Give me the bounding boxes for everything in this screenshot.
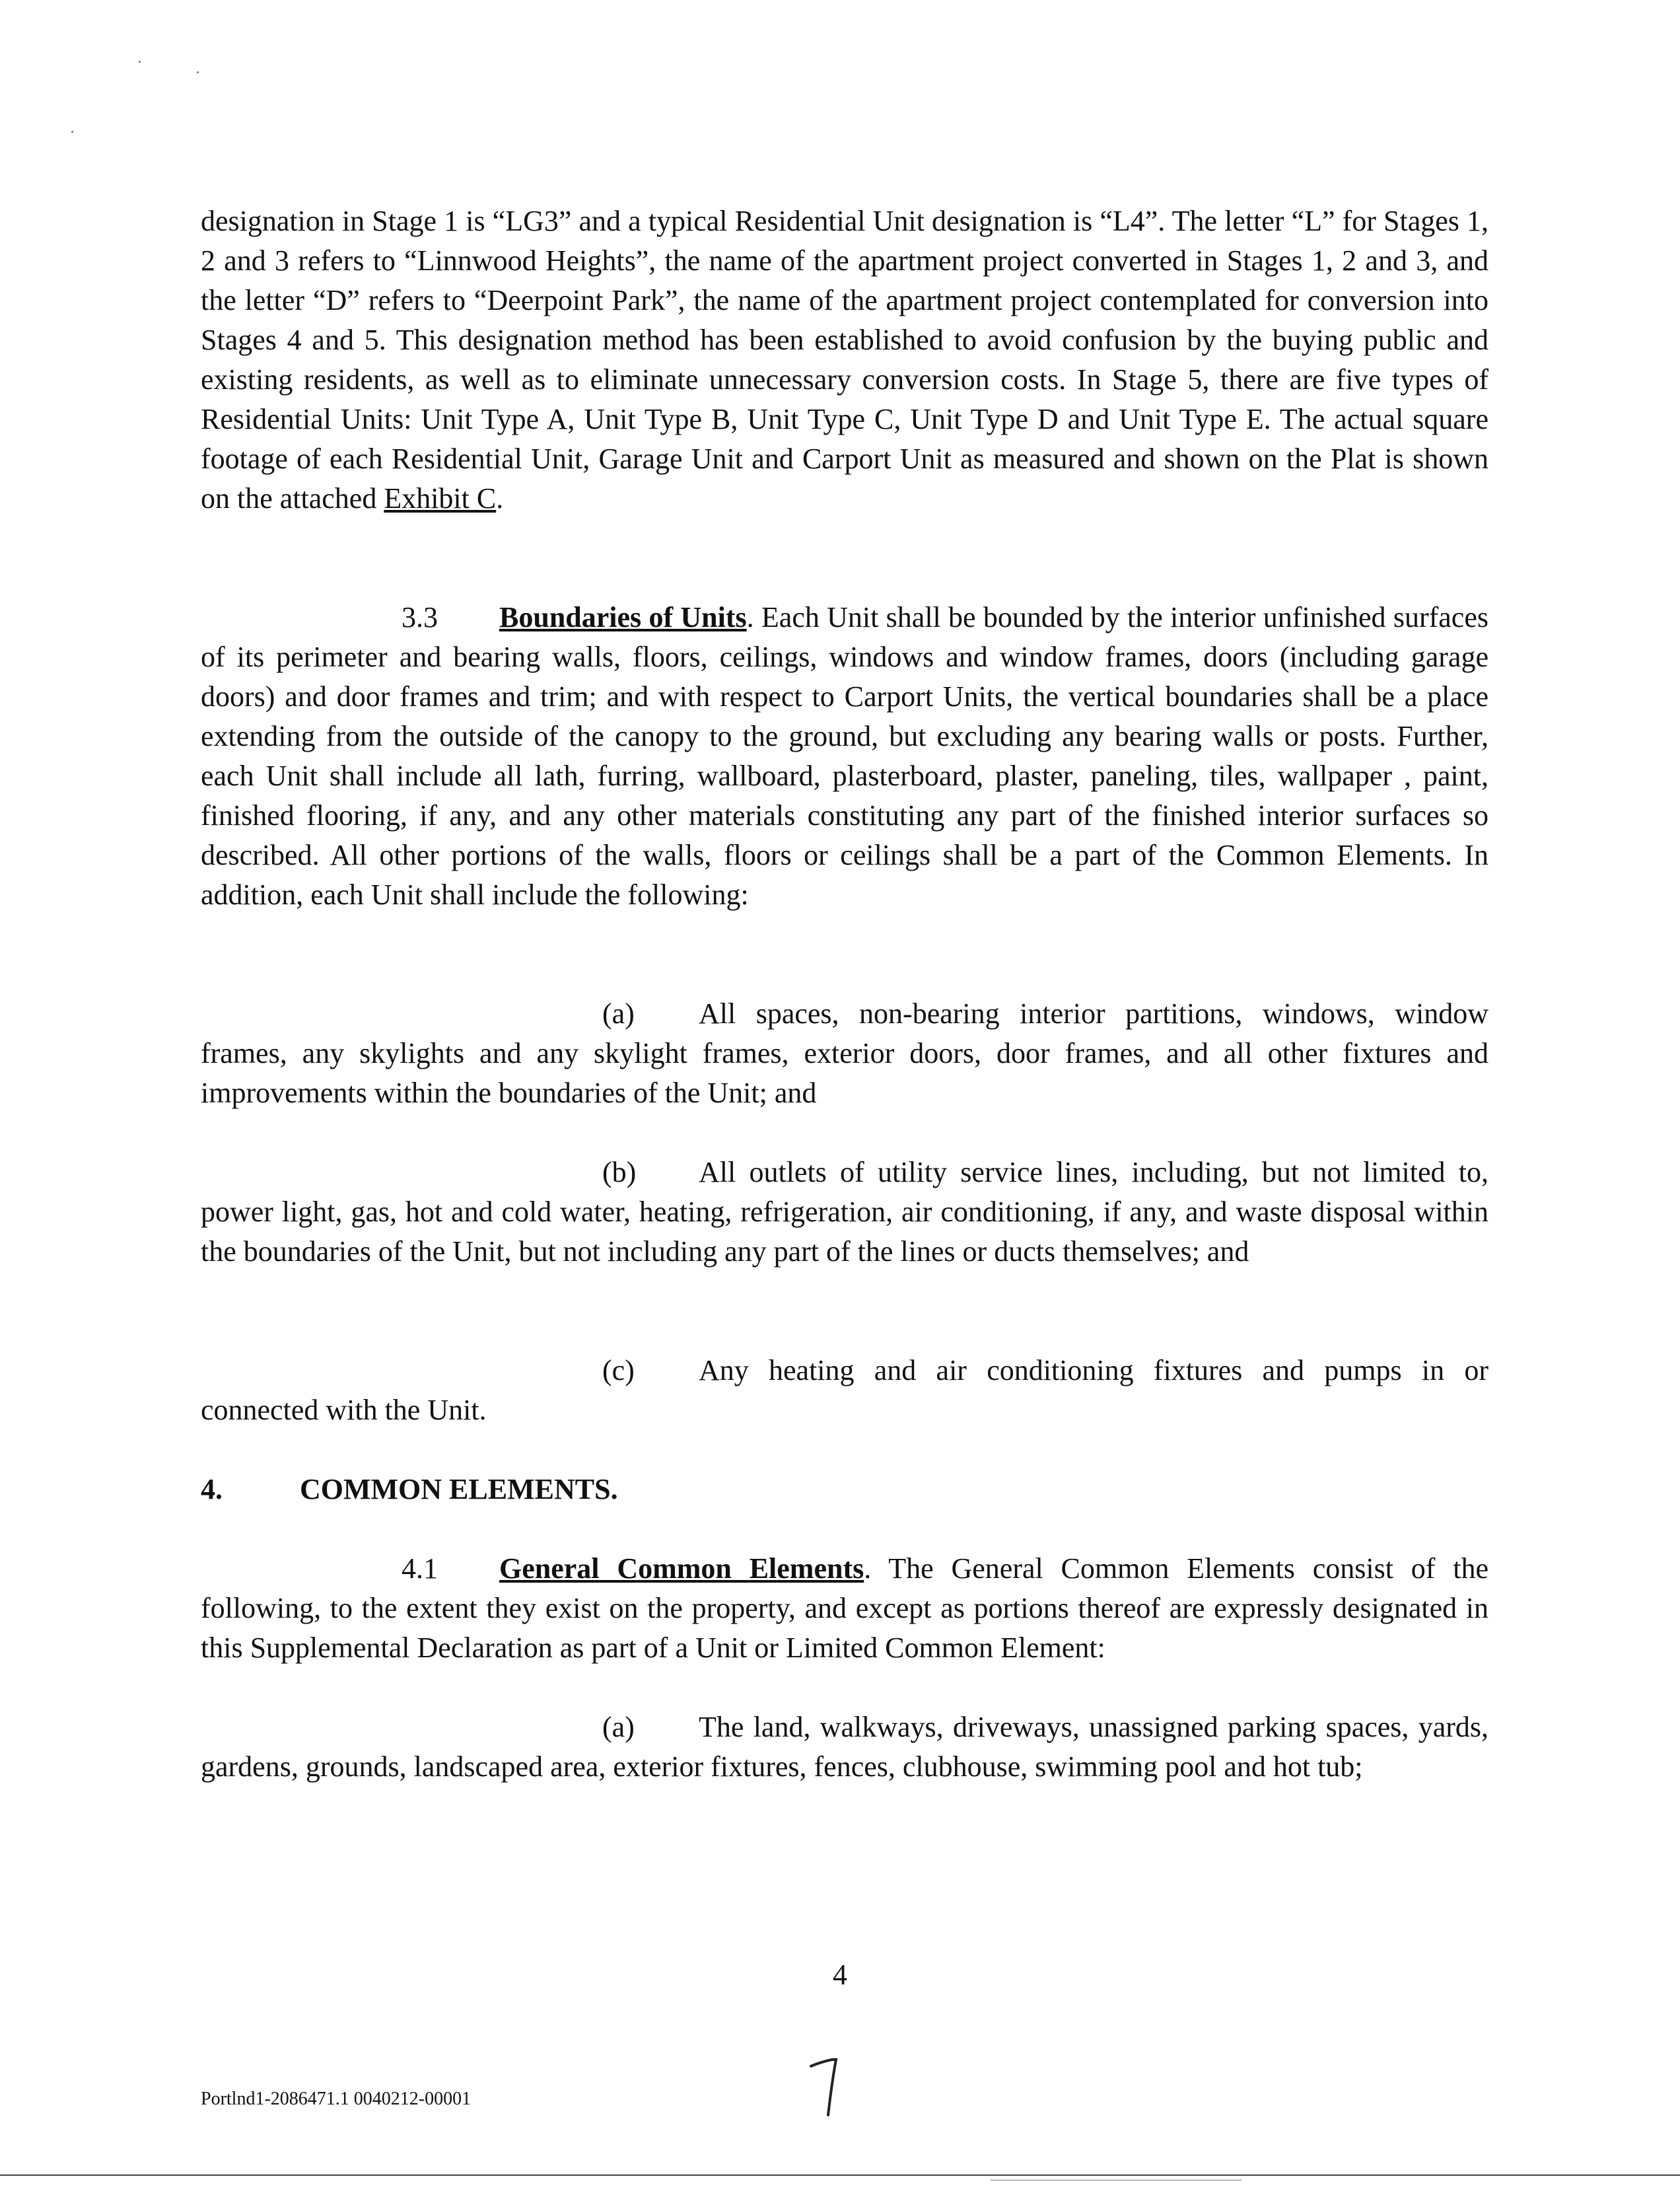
clause-c (201, 1351, 1488, 1430)
clause-label: (c) (602, 1354, 635, 1386)
section-4-1 (201, 1549, 1488, 1668)
clause-text: The land, walkways, driveways, unassigned parking spaces, yards, gardens, grounds, landscaped area, exterior fixtures, fences, clubhouse, swimming pool and hot tub; (201, 1711, 1488, 1783)
scan-speck (197, 71, 199, 73)
intro-paragraph (201, 201, 1488, 519)
scan-speck (71, 131, 73, 133)
section-4-heading (201, 1470, 618, 1509)
clause-text: Any heating and air conditioning fixtures and pumps in or connected with the Unit. (201, 1354, 1488, 1426)
footer-document-id: Portlnd1-2086471.1 0040212-00001 (201, 2089, 472, 2109)
clause-b (201, 1153, 1488, 1272)
page-number: 4 (833, 1958, 847, 1991)
section-number: 3.3 (402, 601, 438, 633)
intro-text: designation in Stage 1 is “LG3” and a typical Residential Unit designation is “L4”. The letter “L” for Stages 1, 2 and 3 refers to “Linnwood Heights”, the name of the apartment project converted in Stages 1, 2 and 3, and the letter “D” refers to “Deerpoint Park”, the name of the apartment project contemplated for conversion into Stages 4 and 5. This designation method has been established to avoid confusion by the buying public and existing residents, as well as to eliminate unnecessary conversion costs. In Stage 5, there are five types of Residential Units: Unit Type A, Unit Type B, Unit Type C, Unit Type D and Unit Type E. The actual square footage of each Residential Unit, Garage Unit and Carport Unit as measured and shown on the Plat is shown on the attached (201, 205, 1488, 515)
clause-text: All spaces, non-bearing interior partitions, windows, window frames, any skylights and any skylight frames, exterior doors, door frames, and all other fixtures and improvements within the boundaries of the Unit; and (201, 997, 1488, 1109)
section-text: . Each Unit shall be bounded by the interior unfinished surfaces of its perimeter and bearing walls, floors, ceilings, windows and window frames, doors (including garage doors) and door frames and trim; and with respect to Carport Units, the vertical boundaries shall be a place extending from the outside of the canopy to the ground, but excluding any bearing walls or posts. Further, each Unit shall include all lath, furring, wallboard, plasterboard, plaster, paneling, tiles, wallpaper , paint, finished flooring, if any, and any other materials constituting any part of the finished interior surfaces so described. All other portions of the walls, floors or ceilings shall be a part of the Common Elements. In addition, each Unit shall include the following: (201, 601, 1488, 911)
clause-text: All outlets of utility service lines, including, but not limited to, power light, gas, hot and cold water, heating, refrigeration, air conditioning, if any, and waste disposal within the boundaries of the Unit, but not including any part of the lines or ducts themselves; and (201, 1156, 1488, 1268)
intro-end: . (496, 482, 504, 515)
clause-4-1-a (201, 1707, 1488, 1787)
clause-a (201, 994, 1488, 1113)
handwritten-mark (806, 2054, 858, 2124)
scan-speck (139, 61, 141, 63)
section-title: Boundaries of Units (499, 601, 747, 633)
section-title: General Common Elements (499, 1552, 864, 1585)
exhibit-c-reference: Exhibit C (384, 482, 497, 515)
clause-label: (a) (602, 1711, 635, 1743)
section-number: 4.1 (402, 1552, 438, 1585)
clause-label: (a) (602, 997, 635, 1030)
heading-number: 4. (201, 1473, 223, 1505)
section-3-3 (201, 598, 1488, 915)
clause-label: (b) (602, 1156, 637, 1188)
heading-title: COMMON ELEMENTS. (300, 1473, 618, 1505)
handwritten-seven-icon (806, 2054, 858, 2120)
section-text: . The General Common Elements consist of the following, to the extent they exist on the property, and except as portions thereof are expressly designated in this Supplemental Declaration as part of a Unit or Limited Common Element: (201, 1552, 1488, 1664)
bottom-scan-line (0, 2174, 1680, 2176)
